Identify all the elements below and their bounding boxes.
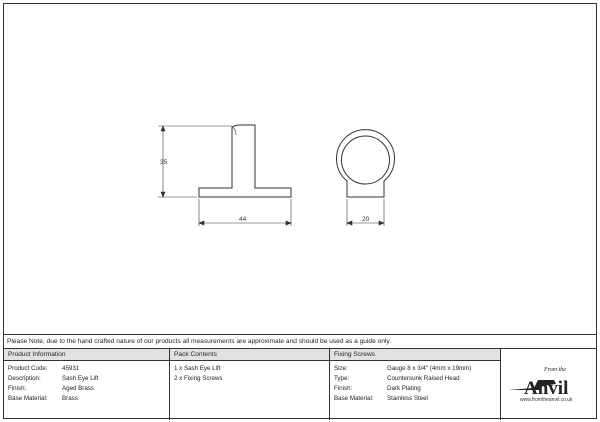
pack-contents-section [170, 349, 330, 420]
screw-type-value: Countersunk Raised Head [387, 375, 460, 382]
screw-finish-value: Dark Plating [387, 385, 421, 392]
front-view [336, 130, 394, 197]
side-width-dimension-label: 44 [239, 216, 247, 223]
height-dimension-label: 35 [160, 159, 168, 166]
from-the-anvil-logo [502, 350, 596, 418]
screw-size-label: Size: [334, 365, 348, 372]
side-view [199, 125, 291, 197]
pack-item: 2 x Fixing Screws [174, 375, 223, 382]
description-value: Sash Eye Lift [62, 375, 99, 382]
logo-name: Anvil [524, 378, 569, 399]
pack-item: 1 x Sash Eye Lift [174, 365, 221, 372]
finish-value: Aged Brass [62, 385, 94, 392]
screw-size-value: Gauge 8 x 3/4" (4mm x 19mm) [387, 365, 472, 372]
front-width-dimension-label: 20 [362, 216, 370, 223]
height-dimension [158, 126, 232, 197]
logo-from-the: From the [544, 367, 566, 373]
product-information-heading: Product Information [4, 349, 169, 361]
base-material-value: Brass [62, 395, 78, 402]
disclaimer-note: Please Note, due to the hand crafted nature of our products all measurements are approximate and should be used as a guide only. [4, 334, 596, 348]
description-label: Description: [8, 375, 41, 382]
fixing-screws-section [330, 349, 501, 420]
screw-base-material-label: Base Material: [334, 395, 374, 402]
screw-type-label: Type: [334, 375, 350, 382]
product-information-section [4, 349, 170, 420]
product-code-label: Product Code: [8, 365, 48, 372]
screw-finish-label: Finish: [334, 385, 353, 392]
logo-url: www.fromtheanvil.co.uk [520, 397, 573, 403]
base-material-label: Base Material: [8, 395, 48, 402]
fixing-screws-heading: Fixing Screws [330, 349, 500, 361]
pack-contents-heading: Pack Contents [170, 349, 329, 361]
product-code-value: 45931 [62, 365, 80, 372]
screw-base-material-value: Stainless Steel [387, 395, 428, 402]
finish-label: Finish: [8, 385, 27, 392]
